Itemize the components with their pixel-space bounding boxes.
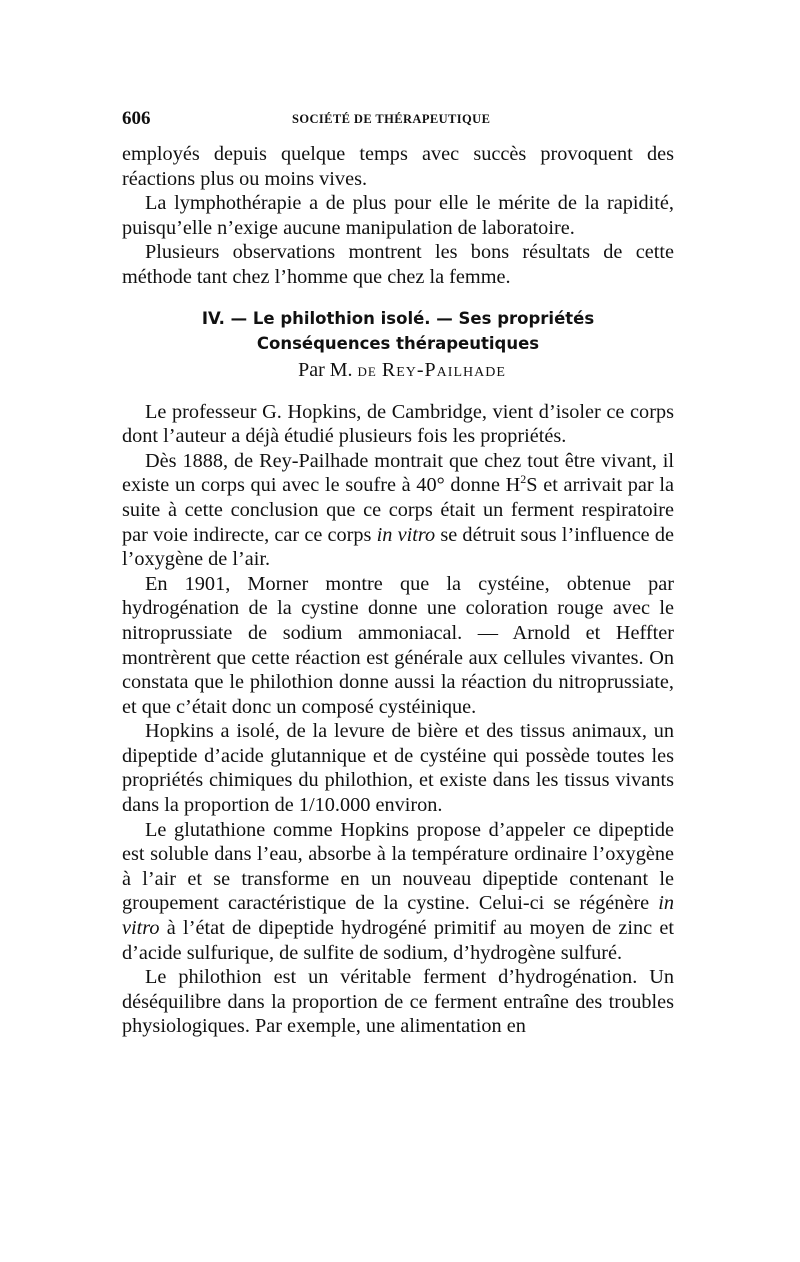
page <box>122 108 674 1039</box>
journal-title: SOCIÉTÉ DE THÉRAPEUTIQUE <box>292 112 491 126</box>
text-run: S et arrivait par la suite à cette conclusion que ce corps était un ferment respiratoire par voie indirecte, car ce corps <box>122 474 674 546</box>
byline <box>122 356 674 386</box>
intro-paragraph: Plusieurs observations montrent les bons résultats de cette méthode tant chez l’homme que chez la femme. <box>122 241 674 288</box>
body-paragraph: Hopkins a isolé, de la levure de bière et des tissus animaux, un dipeptide d’acide glutannique et de cystéine qui possède toutes les propriétés chimiques du philothion, et existe dans les tissus vivants dans la proportion de 1/10.000 environ. <box>122 720 674 817</box>
text-run: Le glutathione comme Hopkins propose d’appeler ce dipeptide est soluble dans l’eau, absorbe à la température ordinaire l’oxygène à l’air et se transforme en un nouveau dipeptide contenant le groupement caractéristique de la cystine. Celui-ci se régénère <box>122 818 674 915</box>
superscript: 2 <box>520 472 527 487</box>
body-paragraph <box>122 449 674 572</box>
text-run: Dès 1888, de Rey-Pailhade montrait que chez tout être vivant, il existe un corps qui avec le soufre à 40° donne H <box>122 449 674 497</box>
body-paragraph: Le professeur G. Hopkins, de Cambridge, vient d’isoler ce corps dont l’auteur a déjà étudié plusieurs fois les propriétés. <box>122 400 674 448</box>
byline-particle: DE <box>357 363 377 379</box>
byline-author: Rey-Pailhade <box>381 358 506 381</box>
text-run: se détruit sous l’influence de l’oxygène de l’air. <box>122 523 674 571</box>
running-head <box>122 108 674 142</box>
byline-par: Par M. <box>298 358 353 381</box>
text-run: à l’état de dipeptide hydrogéné primitif au moyen de zinc et d’acide sulfurique, de sulfite de sodium, d’hydrogène sulfuré. <box>122 917 674 964</box>
body-paragraph: Le philothion est un véritable ferment d’hydrogénation. Un déséquilibre dans la proportion de ce ferment entraîne des troubles physiologiques. Par exemple, une alimentation en <box>122 966 674 1038</box>
body-paragraph: En 1901, Morner montre que la cystéine, obtenue par hydrogénation de la cystine donne une coloration rouge avec le nitroprussiate de sodium ammoniacal. — Arnold et Heffter montrèrent que cette réaction est générale aux cellules vivantes. On constata que le philothion donne aussi la réaction du nitroprussiate, et que c’était donc un composé cystéinique. <box>122 572 674 718</box>
italic-term: in vitro <box>122 892 674 940</box>
section-heading <box>122 306 674 356</box>
page-number: 606 <box>122 108 151 129</box>
italic-term: in vitro <box>376 523 436 546</box>
body-paragraph <box>122 818 674 966</box>
intro-paragraph: employés depuis quelque temps avec succès provoquent des réactions plus ou moins vives. <box>122 143 674 190</box>
section-heading-line-1: IV. — Le philothion isolé. — Ses propriétés <box>201 308 595 328</box>
intro-paragraph: La lymphothérapie a de plus pour elle le mérite de la rapidité, puisqu’elle n’exige aucune manipulation de laboratoire. <box>122 192 674 239</box>
section-heading-line-2: Conséquences thérapeutiques <box>256 333 540 353</box>
